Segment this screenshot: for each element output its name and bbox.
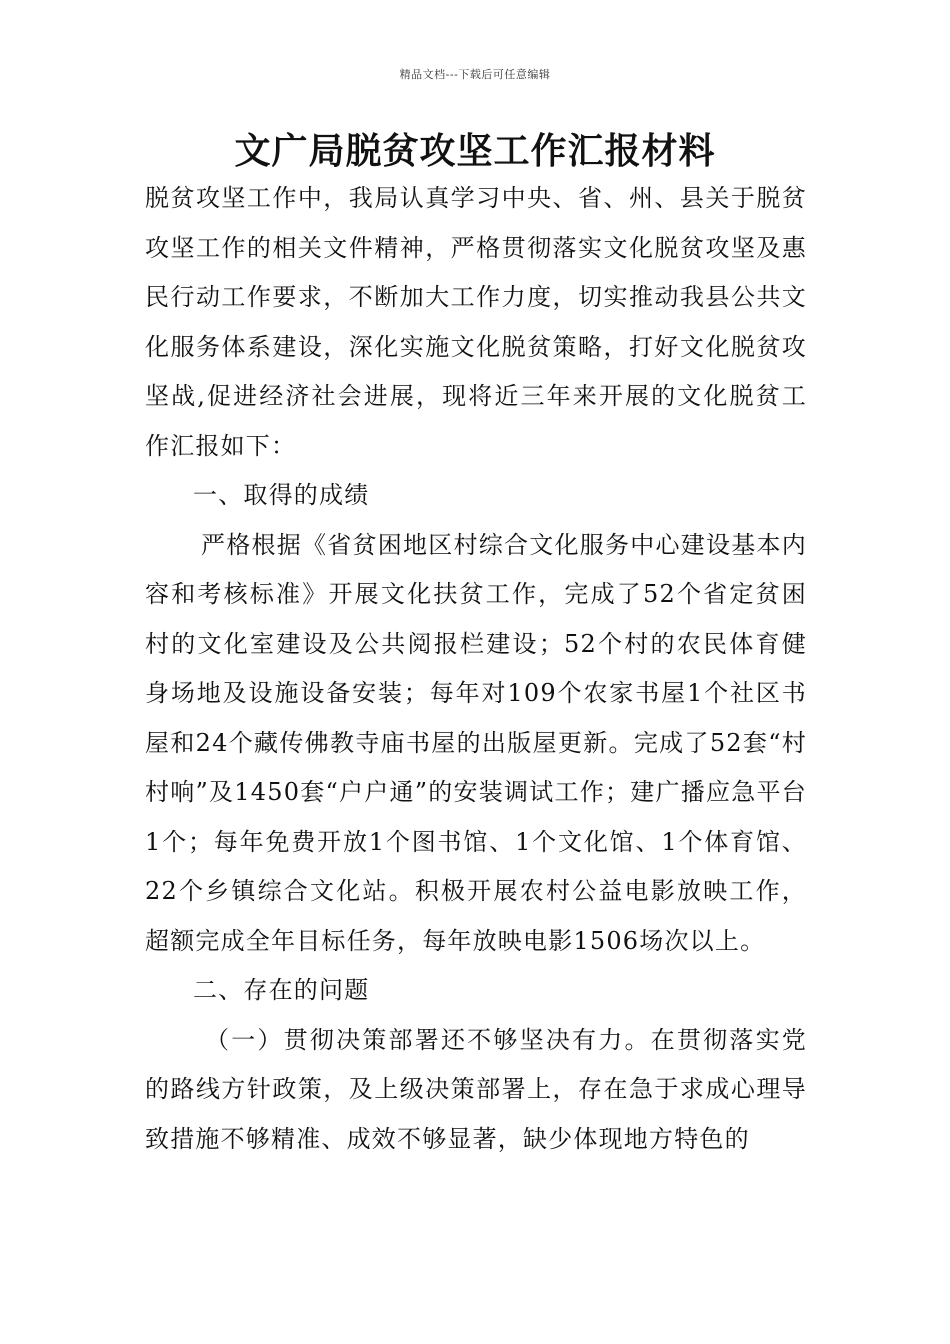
section-heading-problems: 二、存在的问题: [193, 976, 370, 1004]
header-note: 精品文档---下载后可任意编辑: [399, 68, 551, 81]
section-heading-achievements: 一、取得的成绩: [193, 481, 370, 509]
intro-paragraph: 脱贫攻坚工作中，我局认真学习中央、省、州、县关于脱贫攻坚工作的相关文件精神，严格贯彻落实文化脱贫攻坚及惠民行动工作要求，不断加大工作力度，切实推动我县公共文化服务体系建设，深化实施文化脱贫策略，打好文化脱贫攻坚战,促进经济社会进展，现将近三年来开展的文化脱贫工作汇报如下：: [145, 184, 807, 460]
document-title: 文广局脱贫攻坚工作汇报材料: [234, 130, 716, 172]
achievements-paragraph: 严格根据《省贫困地区村综合文化服务中心建设基本内容和考核标准》开展文化扶贫工作，完成了52个省定贫困村的文化室建设及公共阅报栏建设；52个村的农民体育健身场地及设施设备安装；每年对109个农家书屋1个社区书屋和24个藏传佛教寺庙书屋的出版屋更新。完成了52套“村村响”及1450套“户户通”的安装调试工作；建广播应急平台1个；每年免费开放1个图书馆、1个文化馆、1个体育馆、22个乡镇综合文化站。积极开展农村公益电影放映工作，超额完成全年目标任务，每年放映电影1506场次以上。: [145, 530, 807, 955]
document-body: [145, 174, 807, 1164]
problems-paragraph: （一）贯彻决策部署还不够坚决有力。在贯彻落实党的路线方针政策，及上级决策部署上，存在急于求成心理导致措施不够精准、成效不够显著，缺少体现地方特色的: [145, 1025, 807, 1153]
